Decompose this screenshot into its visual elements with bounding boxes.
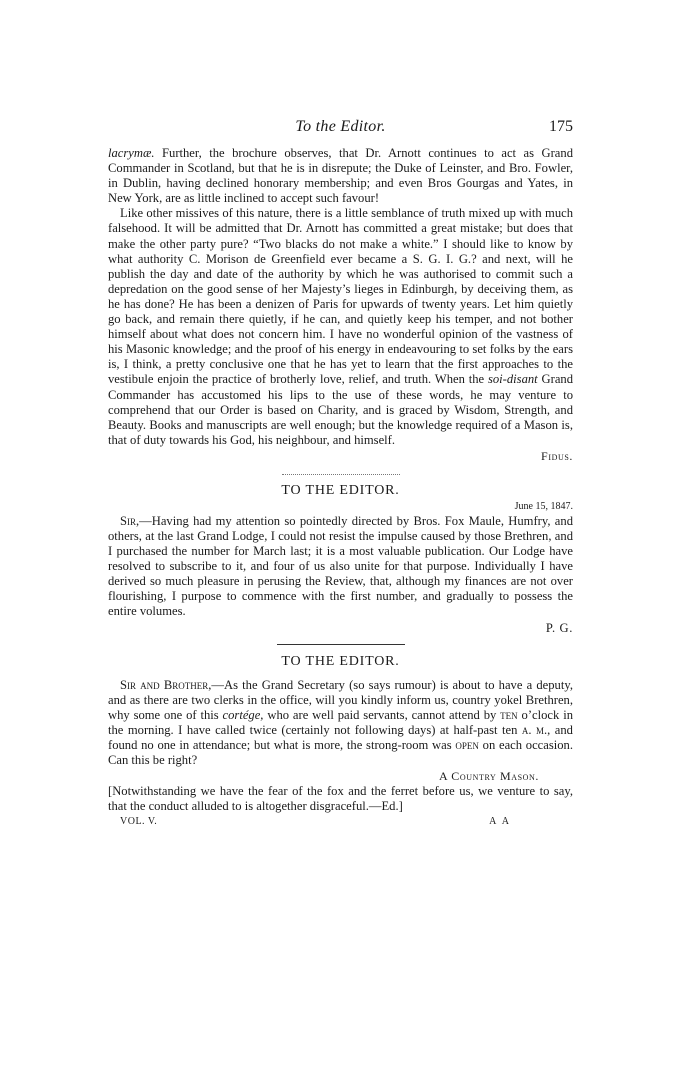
page (108, 118, 573, 832)
letter-pg (108, 483, 573, 636)
paragraph-text: Like other missives of this nature, there is a little semblance of truth mixed up with much falsehood. It will be admitted that Dr. Arnott has committed a great mistake; but does that make the other party pure? “Two blacks do not make a white.” I should like to know by what authority C. Morison de Greenfield ever became a S. G. I. G.? and next, will he publish the day and date of the authority by which he was authorised to commit such a depredation on the good sense of her Majesty’s lieges in Edinburgh, by deceiving them, as he has done? He has been a denizen of Paris for upwards of twenty years. Let him quietly go back, and remain there quietly, if he can, and quietly keep his temper, and not bother himself about what does not concern him. I have no wonderful opinion of the vastness of his Masonic knowledge; and the proof of his energy in endeavouring to set folks by the ears is, I think, a pretty conclusive one that he has yet to learn that the first approaches to the vestibule enjoin the practice of brotherly love, relief, and truth. When the (108, 206, 573, 387)
signature-mark: A A (489, 816, 511, 828)
small-caps-word: open (455, 737, 479, 752)
paragraph-text: and found no one in attendance; but what is more, the strong-room was (108, 722, 573, 752)
salutation: Sir, (120, 513, 140, 528)
italic-word: cortége, (222, 707, 264, 722)
page-number: 175 (549, 118, 573, 135)
signature-fidus: Fidus. (541, 448, 573, 463)
signature-country-mason: A Country Mason. (439, 769, 539, 784)
letter-heading: TO THE EDITOR. (281, 653, 400, 669)
salutation: Sir and Brother, (120, 677, 212, 692)
running-title: To the Editor. (295, 118, 386, 135)
volume-label: VOL. V. (120, 816, 158, 828)
paragraph (108, 514, 573, 620)
rule-separator (277, 644, 405, 645)
page-footer (108, 816, 573, 832)
small-caps-word: ten (500, 707, 518, 722)
letter-fidus (108, 146, 573, 464)
paragraph-text: o’clock in the morning. I have called twice (certainly not following days) at half-past ten (108, 707, 573, 737)
letter-date: June 15, 1847. (514, 500, 573, 512)
paragraph (108, 678, 573, 769)
paragraph-text: who are well paid servants, cannot attend by (263, 707, 501, 722)
paragraph-text: —As the Grand Secretary (so says rumour) is about to have a deputy, and as there are two clerks in the office, will you kindly inform us, country yokel Brethren, why some one of this (108, 677, 573, 722)
small-caps-word: a. m., (521, 722, 551, 737)
italic-word: soi-disant (487, 372, 538, 387)
paragraph-text: Grand Commander has accustomed his lips to the use of these words, he may venture to comprehend that our Order is based on Charity, and is graced by Wisdom, Strength, and Beauty. Books and manuscripts are well enough; but the knowledge required of a Mason is, that of duty towards his God, his neighbour, and himself. (108, 372, 573, 447)
letter-country-mason (108, 654, 573, 815)
paragraph-text: —Having had my attention so pointedly directed by Bros. Fox Maule, Humfry, and others, at the last Grand Lodge, I could not resist the impulse caused by those Brethren, and I purchased the number for March last; it is a most valuable publication. Our Lodge have resolved to subscribe to it, and four of us also unite for that purpose. Individually I have derived so much pleasure in perusing the Review, that, although my finances are not over flourishing, I purpose to commence with the first number, and gradually to possess the entire volumes. (108, 513, 573, 619)
paragraph (108, 206, 573, 448)
signature-pg: P. G. (545, 620, 573, 635)
paragraph-continuation (108, 146, 573, 206)
running-head (108, 118, 573, 140)
letter-heading: TO THE EDITOR. (281, 482, 400, 498)
paragraph-text: on each occasion. Can this be right? (108, 737, 573, 767)
italic-word: lacrymæ. (108, 146, 155, 160)
editor-note: [Notwithstanding we have the fear of the fox and the ferret before us, we venture to say, that the conduct alluded to is altogether disgraceful.—Ed.] (108, 784, 573, 814)
paragraph-text: Further, the brochure observes, that Dr. Arnott continues to act as Grand Commander in Scotland, but that he is in disrepute; the Duke of Leinster, and Bro. Fowler, in Dublin, having declined honorary membership; and even Bros Gourgas and Yates, in New York, are as little inclined to accept such favour! (108, 146, 573, 206)
dotted-separator (282, 474, 400, 475)
